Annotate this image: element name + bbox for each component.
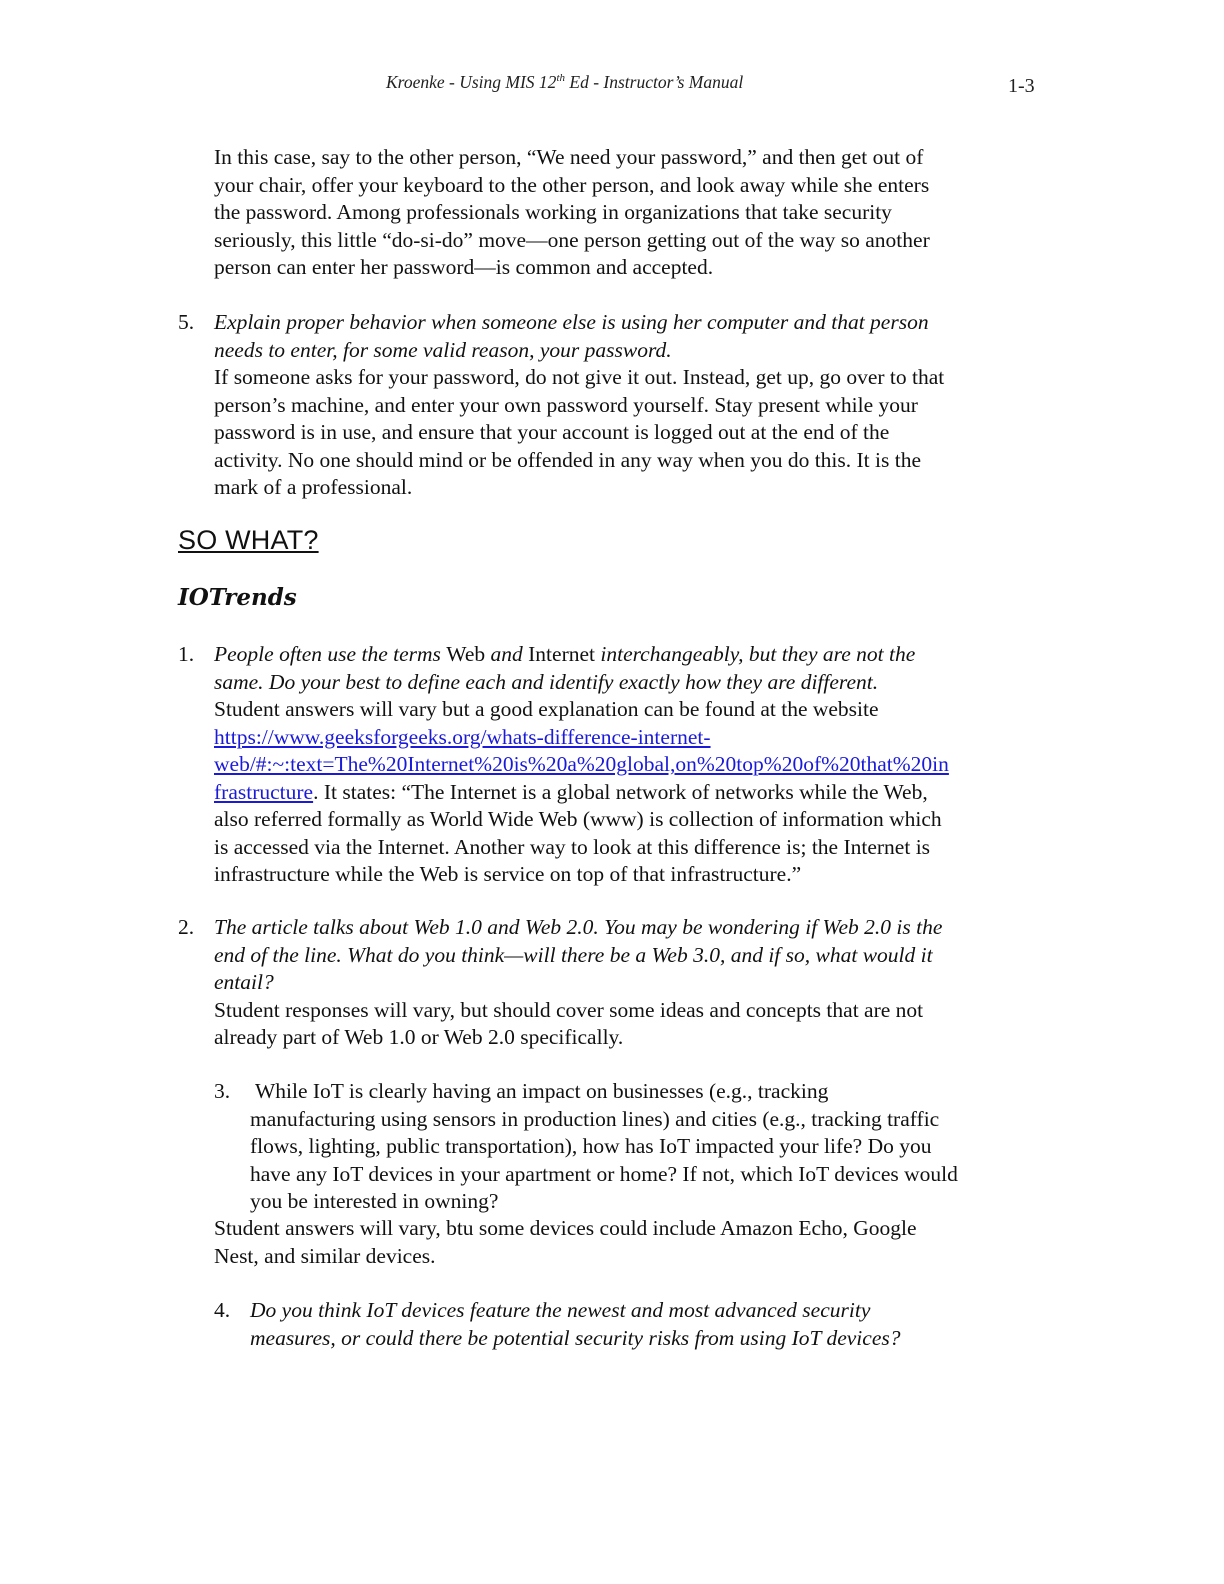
reference-link[interactable]: https://www.geeksforgeeks.org/whats-difference-internet- xyxy=(214,724,711,749)
question-4 xyxy=(250,1297,900,1352)
question-3 xyxy=(250,1078,958,1216)
question-line: Do you think IoT devices feature the newest and most advanced security xyxy=(250,1298,871,1322)
section-heading: SO WHAT? xyxy=(178,525,319,555)
item-5-number: 5. xyxy=(178,310,195,334)
answer-line: infrastructure while the Web is service on top of that infrastructure.” xyxy=(214,862,802,886)
answer-line: Student answers will vary but a good explanation can be found at the website xyxy=(214,697,879,721)
answer-line: Student responses will vary, but should cover some ideas and concepts that are not xyxy=(214,997,924,1022)
q4-number: 4. xyxy=(214,1298,231,1322)
intro-paragraph xyxy=(214,144,930,282)
q2-number: 2. xyxy=(178,915,195,939)
question-line: end of the line. What do you think—will there be a Web 3.0, and if so, what would it xyxy=(214,942,933,967)
item-5 xyxy=(214,309,944,502)
question-line: entail? xyxy=(214,970,274,994)
answer-line: If someone asks for your password, do not give it out. Instead, get up, go over to that xyxy=(214,365,945,389)
answer-line: activity. No one should mind or be offended in any way when you do this. It is the xyxy=(214,447,921,472)
text-line: In this case, say to the other person, “We need your password,” and then get out of xyxy=(214,145,924,169)
question-line: measures, or could there be potential security risks from using IoT devices? xyxy=(250,1325,901,1350)
question-line: Explain proper behavior when someone else is using her computer and that person xyxy=(214,310,929,334)
question-3-answer xyxy=(214,1215,917,1270)
question-line: While IoT is clearly having an impact on businesses (e.g., tracking xyxy=(250,1079,829,1103)
question-line: have any IoT devices in your apartment or home? If not, which IoT devices would xyxy=(250,1161,958,1186)
page-number: 1-3 xyxy=(1008,75,1035,97)
question-line: same. Do your best to define each and identify exactly how they are different. xyxy=(214,669,879,694)
answer-line: Nest, and similar devices. xyxy=(214,1243,436,1268)
text-line: seriously, this little “do-si-do” move—one person getting out of the way so another xyxy=(214,227,930,252)
answer-line: already part of Web 1.0 or Web 2.0 specifically. xyxy=(214,1025,624,1049)
question-2 xyxy=(214,914,942,1052)
link-line xyxy=(214,724,949,752)
link-line xyxy=(214,751,949,779)
text-line: your chair, offer your keyboard to the other person, and look away while she enters xyxy=(214,172,930,197)
answer-line: is accessed via the Internet. Another way to look at this difference is; the Internet is xyxy=(214,834,931,859)
section-subheading: IOTrends xyxy=(178,584,297,611)
reference-link[interactable]: frastructure xyxy=(214,779,314,804)
answer-line: frastructure. It states: “The Internet is a global network of networks while the Web, xyxy=(214,779,928,804)
page-header xyxy=(0,70,1224,100)
q1-number: 1. xyxy=(178,642,195,666)
running-header-title: Kroenke - Using MIS 12th Ed - Instructor’s Manual xyxy=(386,72,744,92)
question-line: needs to enter, for some valid reason, your password. xyxy=(214,337,672,362)
question-line: People often use the terms Web and Internet interchangeably, but they are not the xyxy=(214,642,916,666)
answer-line: also referred formally as World Wide Web (www) is collection of information which xyxy=(214,807,942,831)
question-line: manufacturing using sensors in production lines) and cities (e.g., tracking traffic xyxy=(250,1106,940,1131)
text-line: the password. Among professionals working in organizations that take security xyxy=(214,200,892,224)
question-line: flows, lighting, public transportation), how has IoT impacted your life? Do you xyxy=(250,1134,932,1158)
q3-number: 3. xyxy=(214,1079,231,1103)
question-1 xyxy=(214,641,949,889)
question-line: you be interested in owning? xyxy=(250,1189,499,1213)
answer-line: Student answers will vary, btu some devices could include Amazon Echo, Google xyxy=(214,1216,917,1240)
answer-line: person’s machine, and enter your own password yourself. Stay present while your xyxy=(214,392,918,417)
question-line: The article talks about Web 1.0 and Web 2.0. You may be wondering if Web 2.0 is the xyxy=(214,915,943,939)
answer-line: password is in use, and ensure that your account is logged out at the end of the xyxy=(214,420,890,444)
text-line: person can enter her password—is common and accepted. xyxy=(214,255,714,279)
reference-link[interactable]: web/#:~:text=The%20Internet%20is%20a%20global,on%20top%20of%20that%20in xyxy=(214,752,949,776)
answer-line: mark of a professional. xyxy=(214,475,413,499)
